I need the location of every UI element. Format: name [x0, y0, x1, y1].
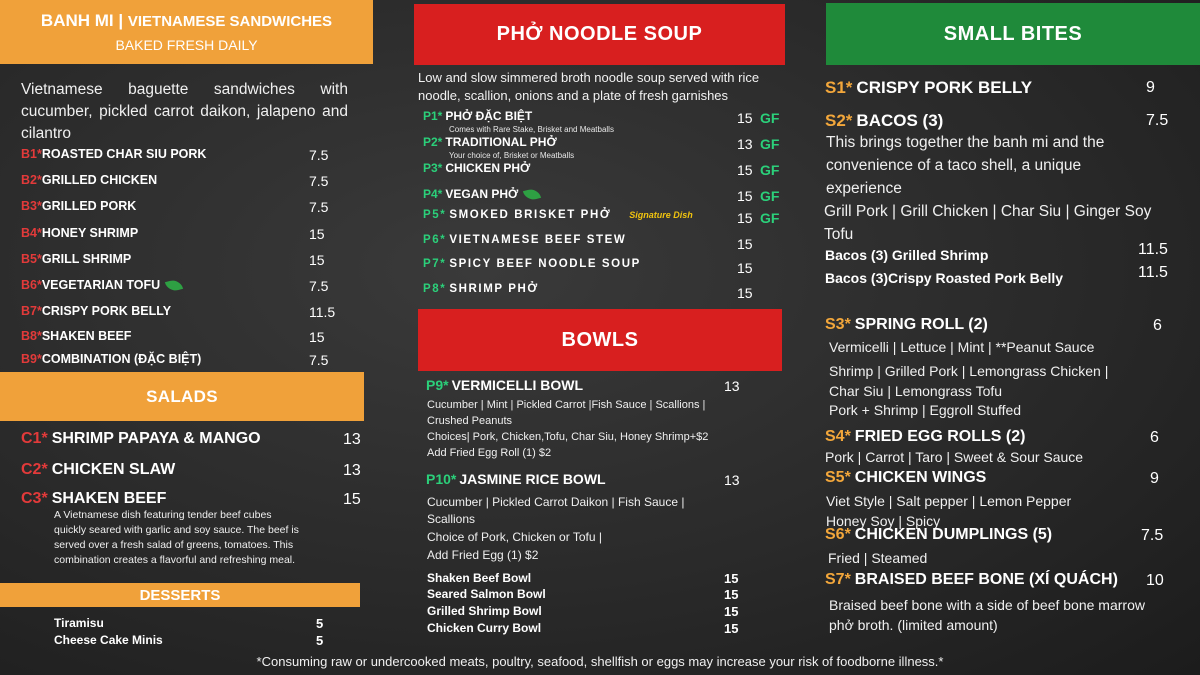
bowl-description-line: Choices| Pork, Chicken,Tofu, Char Siu, Honey Shrimp+$2 [427, 431, 709, 443]
salad-item [21, 461, 175, 479]
item-price: 15 [309, 226, 325, 242]
bowl-extra-price: 15 [724, 621, 739, 636]
banh-mi-title-line [41, 11, 332, 31]
item-code: S7* [825, 571, 851, 588]
item-name: SHAKEN BEEF [51, 490, 167, 507]
salads-title: SALADS [146, 386, 218, 406]
s2-description: This brings together the banh mi and the convenience of a taco shell, a unique experience [826, 134, 1105, 197]
item-name: SPICY BEEF NOODLE SOUP [449, 258, 641, 270]
s3-description-line: Char Siu | Lemongrass Tofu [829, 383, 1003, 399]
item-subtitle: Your choice of, Brisket or Meatballs [449, 151, 575, 160]
item-price: 13 [343, 462, 361, 479]
item-name: CRISPY PORK BELLY [856, 78, 1033, 97]
item-name: VEGAN PHỞ [445, 187, 519, 201]
banh-mi-item [21, 147, 206, 161]
item-name: SPRING ROLL (2) [854, 316, 988, 333]
item-code: C1* [21, 430, 48, 447]
item-code: S6* [825, 526, 851, 543]
leaf-icon [165, 278, 183, 293]
item-name: SHRIMP PAPAYA & MANGO [51, 430, 261, 447]
bowl-description-line: Choice of Pork, Chicken or Tofu | [427, 530, 602, 544]
banh-mi-subtitle: VIETNAMESE SANDWICHES [127, 13, 333, 30]
c3-description: A Vietnamese dish featuring tender beef cubes quickly seared with garlic and soy sauce. The beef is served over a fresh salad of greens, tomatoes. This combination creates a flavorful and refreshing meal. [54, 509, 299, 566]
item-price: 7.5 [1141, 527, 1164, 544]
salad-item [21, 430, 261, 448]
item-price: 6 [1153, 317, 1162, 334]
bacos-variant-price: 11.5 [1138, 241, 1168, 258]
item-name: COMBINATION (ĐẶC BIỆT) [41, 352, 202, 366]
pho-item [423, 109, 532, 123]
item-name: BRAISED BEEF BONE (XÍ QUÁCH) [854, 571, 1118, 588]
item-price: 15 [309, 329, 325, 345]
item-code: S3* [825, 316, 851, 333]
banh-mi-item [21, 304, 171, 318]
item-code: B4* [21, 226, 42, 240]
allergy-disclaimer: *Consuming raw or undercooked meats, poultry, seafood, shellfish or eggs may increase your risk of foodborne illness.* [256, 654, 944, 669]
s3-description-line: Shrimp | Grilled Pork | Lemongrass Chicken | [829, 363, 1109, 379]
pho-item [423, 187, 540, 201]
item-code: P5* [423, 209, 447, 221]
item-code: P3* [423, 161, 443, 175]
item-name: JASMINE RICE BOWL [459, 471, 606, 487]
dessert-name: Cheese Cake Minis [54, 633, 163, 647]
pho-item [423, 234, 626, 246]
bowl-item [426, 471, 606, 487]
item-price: 7.5 [1146, 112, 1169, 129]
banh-mi-item [21, 252, 131, 266]
item-name: CHICKEN PHỞ [445, 161, 531, 175]
pho-item [423, 209, 693, 221]
banh-mi-description: Vietnamese baguette sandwiches with cucumber, pickled carrot daikon, jalapeno and cilantro [21, 81, 348, 142]
s7-description-line: Braised beef bone with a side of beef bone marrow [829, 597, 1145, 613]
item-name: CHICKEN WINGS [854, 469, 987, 486]
item-name: GRILLED PORK [41, 199, 137, 213]
salads-header [0, 372, 364, 421]
item-name: SMOKED BRISKET PHỞ [449, 209, 612, 221]
item-name: HONEY SHRIMP [41, 226, 139, 240]
item-code: P2* [423, 135, 443, 149]
item-name: VEGETARIAN TOFU [41, 278, 161, 292]
item-name: ROASTED CHAR SIU PORK [41, 147, 207, 161]
banh-mi-header [0, 0, 373, 64]
banh-mi-item [21, 173, 157, 187]
bowl-description-line: Cucumber | Mint | Pickled Carrot |Fish Sauce | Scallions | [427, 399, 706, 411]
desserts-header [0, 583, 360, 607]
item-price: 9 [1150, 470, 1159, 487]
item-code: S1* [825, 78, 853, 97]
item-name: TRADITIONAL PHỞ [445, 135, 557, 149]
item-code: C3* [21, 490, 48, 507]
pho-title: PHỞ NOODLE SOUP [496, 23, 703, 45]
bowl-description-line: Scallions [427, 512, 476, 526]
small-bites-title: SMALL BITES [943, 22, 1083, 45]
small-bite-item [825, 469, 986, 487]
bowl-extra-name: Grilled Shrimp Bowl [427, 604, 542, 618]
item-code: P10* [426, 471, 457, 487]
bowl-extra-name: Chicken Curry Bowl [427, 621, 542, 635]
pho-item [423, 161, 530, 175]
item-code: P9* [426, 377, 449, 393]
banh-mi-item [21, 226, 138, 240]
item-price: 15 [343, 491, 361, 508]
item-code: B7* [21, 304, 42, 318]
banh-mi-item [21, 278, 182, 292]
item-price: 15 [737, 236, 753, 252]
salad-item [21, 490, 166, 508]
desserts-title: DESSERTS [139, 586, 221, 604]
bowl-description-line: Add Fried Egg (1) $2 [427, 548, 539, 562]
item-price: 11.5 [309, 304, 336, 320]
item-code: C2* [21, 461, 48, 478]
pho-item [423, 283, 539, 295]
item-code: B5* [21, 252, 42, 266]
gluten-free-label: GF [760, 110, 780, 126]
item-price: 10 [1146, 572, 1164, 589]
dessert-name: Tiramisu [54, 616, 104, 630]
bowl-extra-name: Seared Salmon Bowl [427, 587, 546, 601]
item-name: SHRIMP PHỞ [449, 283, 539, 295]
item-price: 6 [1150, 429, 1159, 446]
item-price: 15 [737, 285, 753, 301]
s5-description-line: Viet Style | Salt pepper | Lemon Pepper [826, 493, 1072, 509]
s3-description-line: Vermicelli | Lettuce | Mint | **Peanut Sauce [829, 339, 1095, 355]
bowls-title: BOWLS [561, 328, 639, 351]
item-price: 7.5 [309, 147, 329, 163]
item-name: GRILL SHRIMP [41, 252, 132, 266]
item-name: CHICKEN SLAW [51, 461, 176, 478]
gluten-free-label: GF [760, 210, 780, 226]
item-price: 13 [343, 431, 361, 448]
item-price: 13 [737, 136, 753, 152]
item-code: S2* [825, 111, 853, 130]
item-price: 15 [309, 252, 325, 268]
bacos-variant-price: 11.5 [1138, 264, 1168, 281]
item-name: GRILLED CHICKEN [41, 173, 158, 187]
banh-mi-tagline: BAKED FRESH DAILY [115, 37, 258, 53]
item-name: CRISPY PORK BELLY [41, 304, 172, 318]
item-code: B9* [21, 352, 42, 366]
item-code: P1* [423, 109, 443, 123]
s2-options: Grill Pork | Grill Chicken | Char Siu | Ginger Soy Tofu [824, 203, 1152, 243]
gluten-free-label: GF [760, 136, 780, 152]
pho-item [423, 258, 641, 270]
bacos-variant: Bacos (3) Grilled Shrimp [825, 247, 989, 263]
pho-description: Low and slow simmered broth noodle soup served with rice noodle, scallion, onions and a plate of fresh garnishes [418, 70, 760, 103]
item-price: 7.5 [309, 199, 329, 215]
item-price: 13 [724, 378, 740, 394]
pho-item [423, 135, 557, 149]
item-code: B6* [21, 278, 42, 292]
bowl-item [426, 377, 583, 393]
item-code: P8* [423, 283, 447, 295]
small-bite-item [825, 111, 943, 131]
item-subtitle: Comes with Rare Stake, Brisket and Meatballs [449, 125, 614, 134]
dessert-price: 5 [316, 616, 324, 631]
item-price: 15 [737, 162, 753, 178]
bowls-header [418, 309, 782, 371]
s3-description-line: Pork + Shrimp | Eggroll Stuffed [829, 402, 1022, 418]
item-code: S4* [825, 428, 851, 445]
bowl-description-line: Crushed Peanuts [427, 415, 512, 427]
item-price: 9 [1146, 79, 1155, 96]
item-code: B1* [21, 147, 42, 161]
bowl-extra-name: Shaken Beef Bowl [427, 571, 532, 585]
item-name: FRIED EGG ROLLS (2) [854, 428, 1026, 445]
bowl-extra-price: 15 [724, 587, 739, 602]
pho-header [414, 4, 785, 65]
banh-mi-item [21, 329, 131, 343]
item-price: 7.5 [309, 352, 329, 368]
small-bites-header [826, 3, 1200, 65]
item-price: 15 [737, 188, 753, 204]
bacos-variant: Bacos (3)Crispy Roasted Pork Belly [825, 270, 1064, 286]
item-code: B3* [21, 199, 42, 213]
item-name: BACOS (3) [856, 111, 944, 130]
small-bite-item [825, 428, 1025, 446]
bowl-extra-price: 15 [724, 571, 739, 586]
leaf-icon [523, 187, 541, 202]
s4-description: Pork | Carrot | Taro | Sweet & Sour Sauce [825, 449, 1084, 465]
item-price: 13 [724, 472, 740, 488]
item-price: 15 [737, 210, 753, 226]
banh-mi-title: BANH MI [40, 11, 114, 30]
s7-description-line: phở broth. (limited amount) [829, 617, 998, 633]
signature-badge: Signature Dish [629, 210, 693, 220]
gluten-free-label: GF [760, 162, 780, 178]
item-code: B2* [21, 173, 42, 187]
banh-mi-item [21, 199, 136, 213]
small-bite-item [825, 78, 1032, 98]
item-price: 15 [737, 260, 753, 276]
item-code: B8* [21, 329, 42, 343]
small-bite-item [825, 316, 988, 334]
item-code: P6* [423, 234, 447, 246]
dessert-price: 5 [316, 633, 324, 648]
item-price: 15 [737, 110, 753, 126]
small-bite-item [825, 571, 1118, 589]
bowl-description-line: Cucumber | Pickled Carrot Daikon | Fish Sauce | [427, 495, 685, 509]
bowl-description-line: Add Fried Egg Roll (1) $2 [427, 447, 552, 459]
item-name: PHỞ ĐẶC BIỆT [445, 109, 533, 123]
s6-description: Fried | Steamed [828, 550, 928, 566]
bowl-extra-price: 15 [724, 604, 739, 619]
item-code: P4* [423, 187, 443, 201]
item-name: VIETNAMESE BEEF STEW [449, 234, 627, 246]
small-bite-item [825, 526, 1052, 544]
item-price: 7.5 [309, 173, 329, 189]
item-name: VERMICELLI BOWL [451, 377, 584, 393]
title-divider: | [118, 11, 124, 30]
item-code: S5* [825, 469, 851, 486]
s5-description-line: Honey Soy | Spicy [826, 513, 941, 529]
banh-mi-item [21, 352, 201, 366]
item-name: CHICKEN DUMPLINGS (5) [854, 526, 1053, 543]
gluten-free-label: GF [760, 188, 780, 204]
item-code: P7* [423, 258, 447, 270]
item-name: SHAKEN BEEF [41, 329, 132, 343]
item-price: 7.5 [309, 278, 329, 294]
